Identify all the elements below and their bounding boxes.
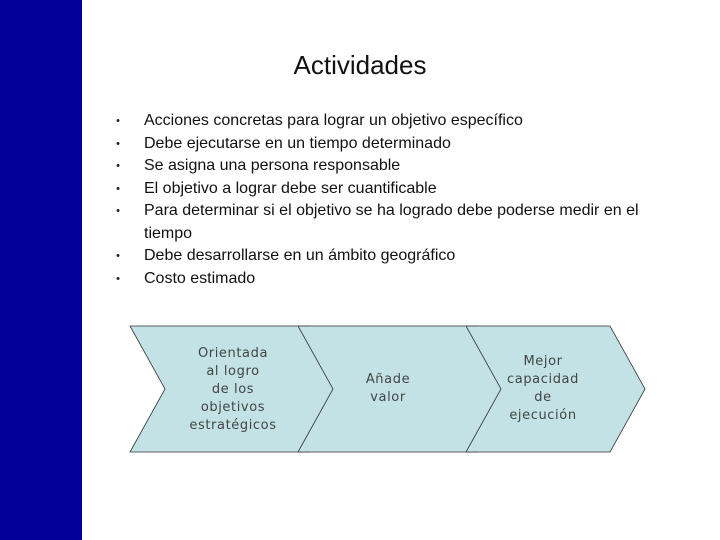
bullet-dot-icon: • [116,250,120,262]
bullet-text: Para determinar si el objetivo se ha logrado debe poderse medir en el tiempo [144,202,639,242]
chevron-label-line: capacidad [507,372,579,387]
bullet-dot-icon: • [116,115,120,127]
bullet-dot-icon: • [116,160,120,172]
bullet-text: Se asigna una persona responsable [144,157,401,174]
chevron-label-line: de los [211,382,255,397]
bullet-dot-icon: • [116,137,120,150]
chevron-label-line: ejecución [509,408,577,423]
chevron-label-line: al logro [206,364,260,379]
chevron-label-line: estratégicos [189,418,277,433]
slide-title: Actividades [293,50,427,80]
chevron-label-line: valor [370,390,406,405]
chevron-label-line: Añade [365,372,411,387]
chevron-label-line: Orientada [197,346,269,361]
bullet-text: Debe desarrollarse en un ámbito geográfico [144,247,456,264]
bullet-text: Costo estimado [144,269,256,287]
bullet-dot-icon: • [116,182,120,195]
chevron-label-step-2 [343,371,433,407]
chevron-label-line: objetivos [200,400,266,415]
chevron-label-step-3 [497,353,589,425]
bullet-dot-icon: • [116,205,120,217]
chevron-label-line: Mejor [523,354,563,369]
bullet-text: Debe ejecutarse en un tiempo determinado [144,134,451,152]
chevron-label-line: de [534,390,552,405]
bullet-text: El objetivo a lograr debe ser cuantificable [144,179,437,197]
chevron-label-step-1 [173,345,293,435]
bullet-dot-icon: • [116,272,120,285]
bullet-text: Acciones concretas para lograr un objetivo específico [144,112,523,129]
